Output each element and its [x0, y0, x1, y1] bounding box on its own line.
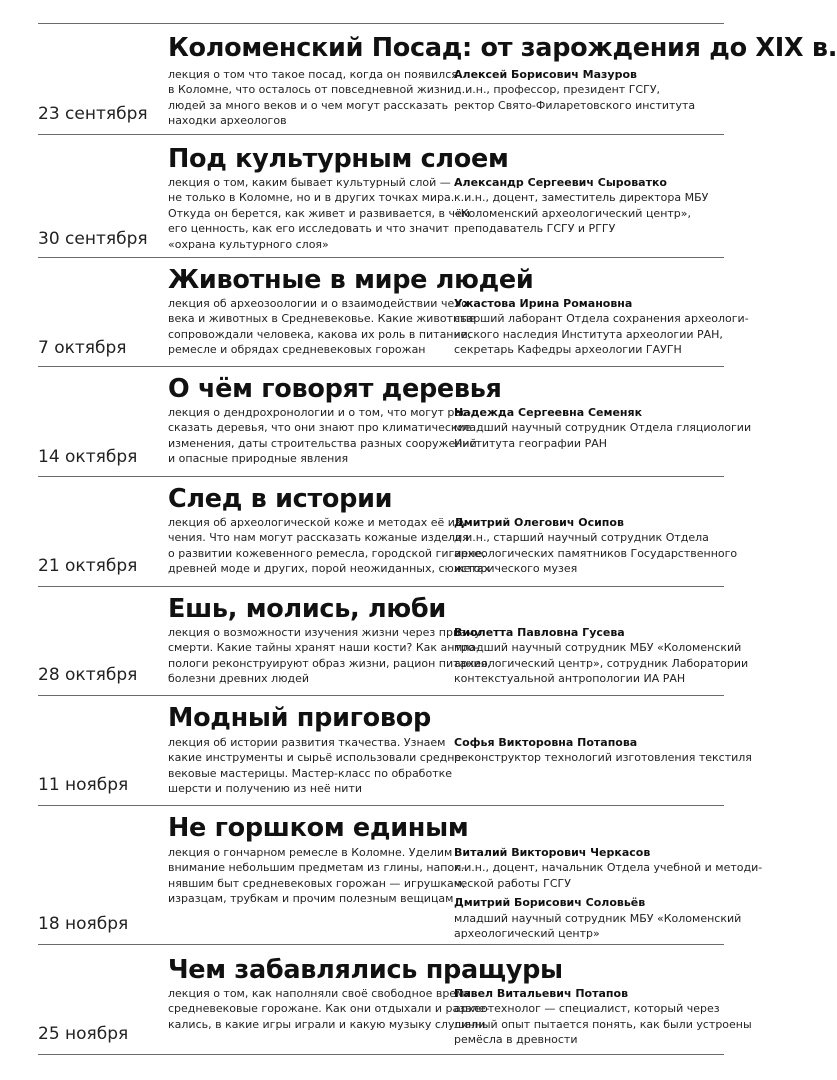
description-line: лекция об археологической коже и методах её изу- [168, 516, 472, 529]
description-line: сказать деревья, что они знают про климатические [168, 421, 472, 435]
speaker-role-line: ческого наследия Института археологии РАН, [454, 327, 723, 341]
speaker-role-line: археотехнолог — специалист, который через [454, 1002, 720, 1016]
lecture-title: Ешь, молись, люби [168, 594, 446, 624]
description-line: века и животных в Средневековье. Какие животные [168, 312, 476, 326]
speaker-role-line: к.и.н., доцент, начальник Отдела учебной и методи- [454, 861, 763, 875]
description-line: лекция о гончарном ремесле в Коломне. Уделим [168, 846, 453, 859]
lecture-date: 28 октября [38, 665, 138, 685]
description-line: людей за много веков и о чем могут рассказать [168, 98, 449, 112]
speaker-role [454, 640, 749, 686]
speaker-role-line: контекстуальной антропологии ИА РАН [454, 672, 686, 686]
description-line: шерсти и получению из неё нити [168, 782, 363, 796]
speaker-role-line: личный опыт пытается понять, как были устроены [454, 1017, 752, 1031]
speaker-block [454, 735, 752, 766]
speaker-block [454, 405, 752, 451]
divider-line [38, 476, 724, 477]
speaker-role-line: младший научный сотрудник МБУ «Коломенский [454, 641, 742, 655]
speaker-role [454, 911, 744, 942]
description-line: лекция об истории развития ткачества. Узнаем [168, 736, 446, 749]
speaker-name: Ужастова Ирина Романовна [454, 297, 633, 310]
description-line: в Коломне, что осталось от повседневной жизни [168, 83, 455, 97]
lecture-date: 7 октября [38, 338, 127, 358]
description-line: изменения, даты строительства разных сооружений [168, 436, 477, 450]
description-line: изразцам, трубкам и прочим полезным вещицам [168, 892, 454, 906]
description-line: какие инструменты и сырьё использовали средне- [168, 751, 466, 765]
lecture-title: Модный приговор [168, 703, 431, 733]
lecture-description [168, 515, 491, 577]
speaker-name: Виталий Викторович Черкасов [454, 846, 651, 859]
description-line: пологи реконструируют образ жизни, рацион питания, [168, 656, 491, 670]
lecture-date: 18 ноября [38, 914, 129, 934]
description-line: лекция о том, как наполняли своё свободное время [168, 987, 471, 1000]
description-line: кались, в какие игры играли и какую музыку слушали [168, 1017, 486, 1031]
description-line: не только в Коломне, но и в других точках мира. [168, 191, 455, 205]
speaker-role-line: Института географии РАН [454, 436, 607, 450]
speaker-role-line: младший научный сотрудник МБУ «Коломенский [454, 911, 742, 925]
lecture-description [168, 296, 476, 358]
divider-line [38, 23, 724, 24]
speaker-role [454, 190, 744, 236]
lecture-date: 25 ноября [38, 1024, 129, 1044]
lecture-title: След в истории [168, 484, 393, 514]
lecture-description [168, 405, 477, 467]
description-line: ремесле и обрядах средневековых горожан [168, 343, 426, 357]
lecture-description [168, 735, 466, 797]
lecture-title: О чём говорят деревья [168, 374, 502, 404]
lecture-title: Животные в мире людей [168, 265, 534, 295]
description-line: и опасные природные явления [168, 452, 349, 466]
speaker-role-line: секретарь Кафедры археологии ГАУГН [454, 343, 682, 357]
lecture-description [168, 625, 491, 687]
speaker-role-line: младший научный сотрудник Отдела гляциологии [454, 421, 752, 435]
description-line: древней моде и других, порой неожиданных, сюжетах [168, 562, 491, 576]
speaker-role [454, 750, 752, 765]
speaker-role-line: старший лаборант Отдела сохранения археологи- [454, 312, 749, 326]
speaker-block [454, 986, 752, 1048]
lecture-description [168, 67, 458, 129]
description-line: Откуда он берется, как живет и развивается, в чём [168, 206, 471, 220]
lecture-title: Коломенский Посад: от зарождения до XIX в. [168, 33, 837, 63]
speaker-name: Алексей Борисович Мазуров [454, 68, 637, 81]
divider-line [38, 805, 724, 806]
description-line: чения. Что нам могут рассказать кожаные изделия [168, 531, 469, 545]
speaker-role-line: к.и.н., доцент, заместитель директора МБУ [454, 191, 709, 205]
speaker-role-line: исторического музея [454, 562, 578, 576]
divider-line [38, 134, 724, 135]
description-line: лекция о возможности изучения жизни через призму [168, 626, 481, 639]
speaker-role-line: ческой работы ГСГУ [454, 876, 571, 890]
lecture-date: 14 октября [38, 447, 138, 467]
speaker-role-line: реконструктор технологий изготовления текстиля [454, 751, 752, 765]
speaker-role [454, 1001, 752, 1047]
speaker-role-line: ректор Свято-Филаретовского института [454, 98, 696, 112]
description-line: болезни древних людей [168, 672, 309, 686]
description-line: лекция о том, каким бывает культурный слой — [168, 176, 451, 189]
description-line: лекция об археозоологии и о взаимодействии чело- [168, 297, 472, 310]
speaker-name: Дмитрий Олегович Осипов [454, 516, 624, 529]
description-line: средневековые горожане. Как они отдыхали и развле- [168, 1002, 490, 1016]
lecture-title: Не горшком единым [168, 813, 469, 843]
speaker-name: Надежда Сергеевна Семеняк [454, 406, 643, 419]
speaker-role [454, 311, 749, 357]
description-line: о развитии кожевенного ремесла, городской гигиене, [168, 546, 486, 560]
lecture-description [168, 845, 466, 907]
speaker-role [454, 530, 744, 576]
speaker-name: Виолетта Павловна Гусева [454, 626, 625, 639]
speaker-name: Софья Викторовна Потапова [454, 736, 638, 749]
lecture-description [168, 175, 471, 252]
speaker-block [454, 296, 749, 358]
speaker-role-line: археологических памятников Государственного [454, 546, 738, 560]
lecture-title: Чем забавлялись пращуры [168, 955, 563, 985]
speaker-block [454, 67, 744, 113]
speaker-role-line: д.и.н., старший научный сотрудник Отдела [454, 531, 709, 545]
lecture-title: Под культурным слоем [168, 144, 509, 174]
lecture-date: 23 сентября [38, 104, 148, 124]
speaker-name: Александр Сергеевич Сыроватко [454, 176, 667, 189]
speaker-role [454, 860, 763, 891]
description-line: вековые мастерицы. Мастер-класс по обработке [168, 766, 453, 780]
description-line: внимание небольшим предметам из глины, напол- [168, 861, 466, 875]
speaker-role-line: археологический центр» [454, 927, 600, 941]
description-line: нявшим быт средневековых горожан — игрушкам, [168, 876, 466, 890]
lecture-date: 11 ноября [38, 775, 129, 795]
description-line: сопровождали человека, какова их роль в питании, [168, 327, 472, 341]
speaker-role-line: д.и.н., профессор, президент ГСГУ, [454, 83, 661, 97]
lecture-description [168, 986, 490, 1032]
description-line: «охрана культурного слоя» [168, 237, 329, 251]
speaker-role-line: ремёсла в древности [454, 1033, 578, 1047]
speaker-block [454, 175, 744, 237]
speaker-role-line: преподаватель ГСГУ и РГГУ [454, 222, 616, 236]
speaker-role-line: «Коломенский археологический центр», [454, 206, 692, 220]
description-line: смерти. Какие тайны хранят наши кости? Как антро- [168, 641, 479, 655]
divider-line [38, 695, 724, 696]
description-line: лекция о дендрохронологии и о том, что могут рас- [168, 406, 472, 419]
lecture-date: 21 октября [38, 556, 138, 576]
divider-line [38, 366, 724, 367]
divider-line [38, 257, 724, 258]
description-line: лекция о том что такое посад, когда он появился [168, 68, 458, 81]
speaker-role-line: археологический центр», сотрудник Лаборатории [454, 656, 749, 670]
divider-line [38, 944, 724, 945]
speaker-block [454, 625, 749, 687]
speaker-role [454, 420, 752, 451]
description-line: находки археологов [168, 114, 287, 128]
speaker-block [454, 845, 763, 941]
speaker-role [454, 82, 744, 113]
lecture-date: 30 сентября [38, 229, 148, 249]
divider-line [38, 1054, 724, 1055]
divider-line [38, 586, 724, 587]
speaker-name: Павел Витальевич Потапов [454, 987, 629, 1000]
description-line: его ценность, как его исследовать и что значит [168, 222, 449, 236]
speaker-name: Дмитрий Борисович Соловьёв [454, 896, 646, 910]
speaker-block [454, 515, 744, 577]
